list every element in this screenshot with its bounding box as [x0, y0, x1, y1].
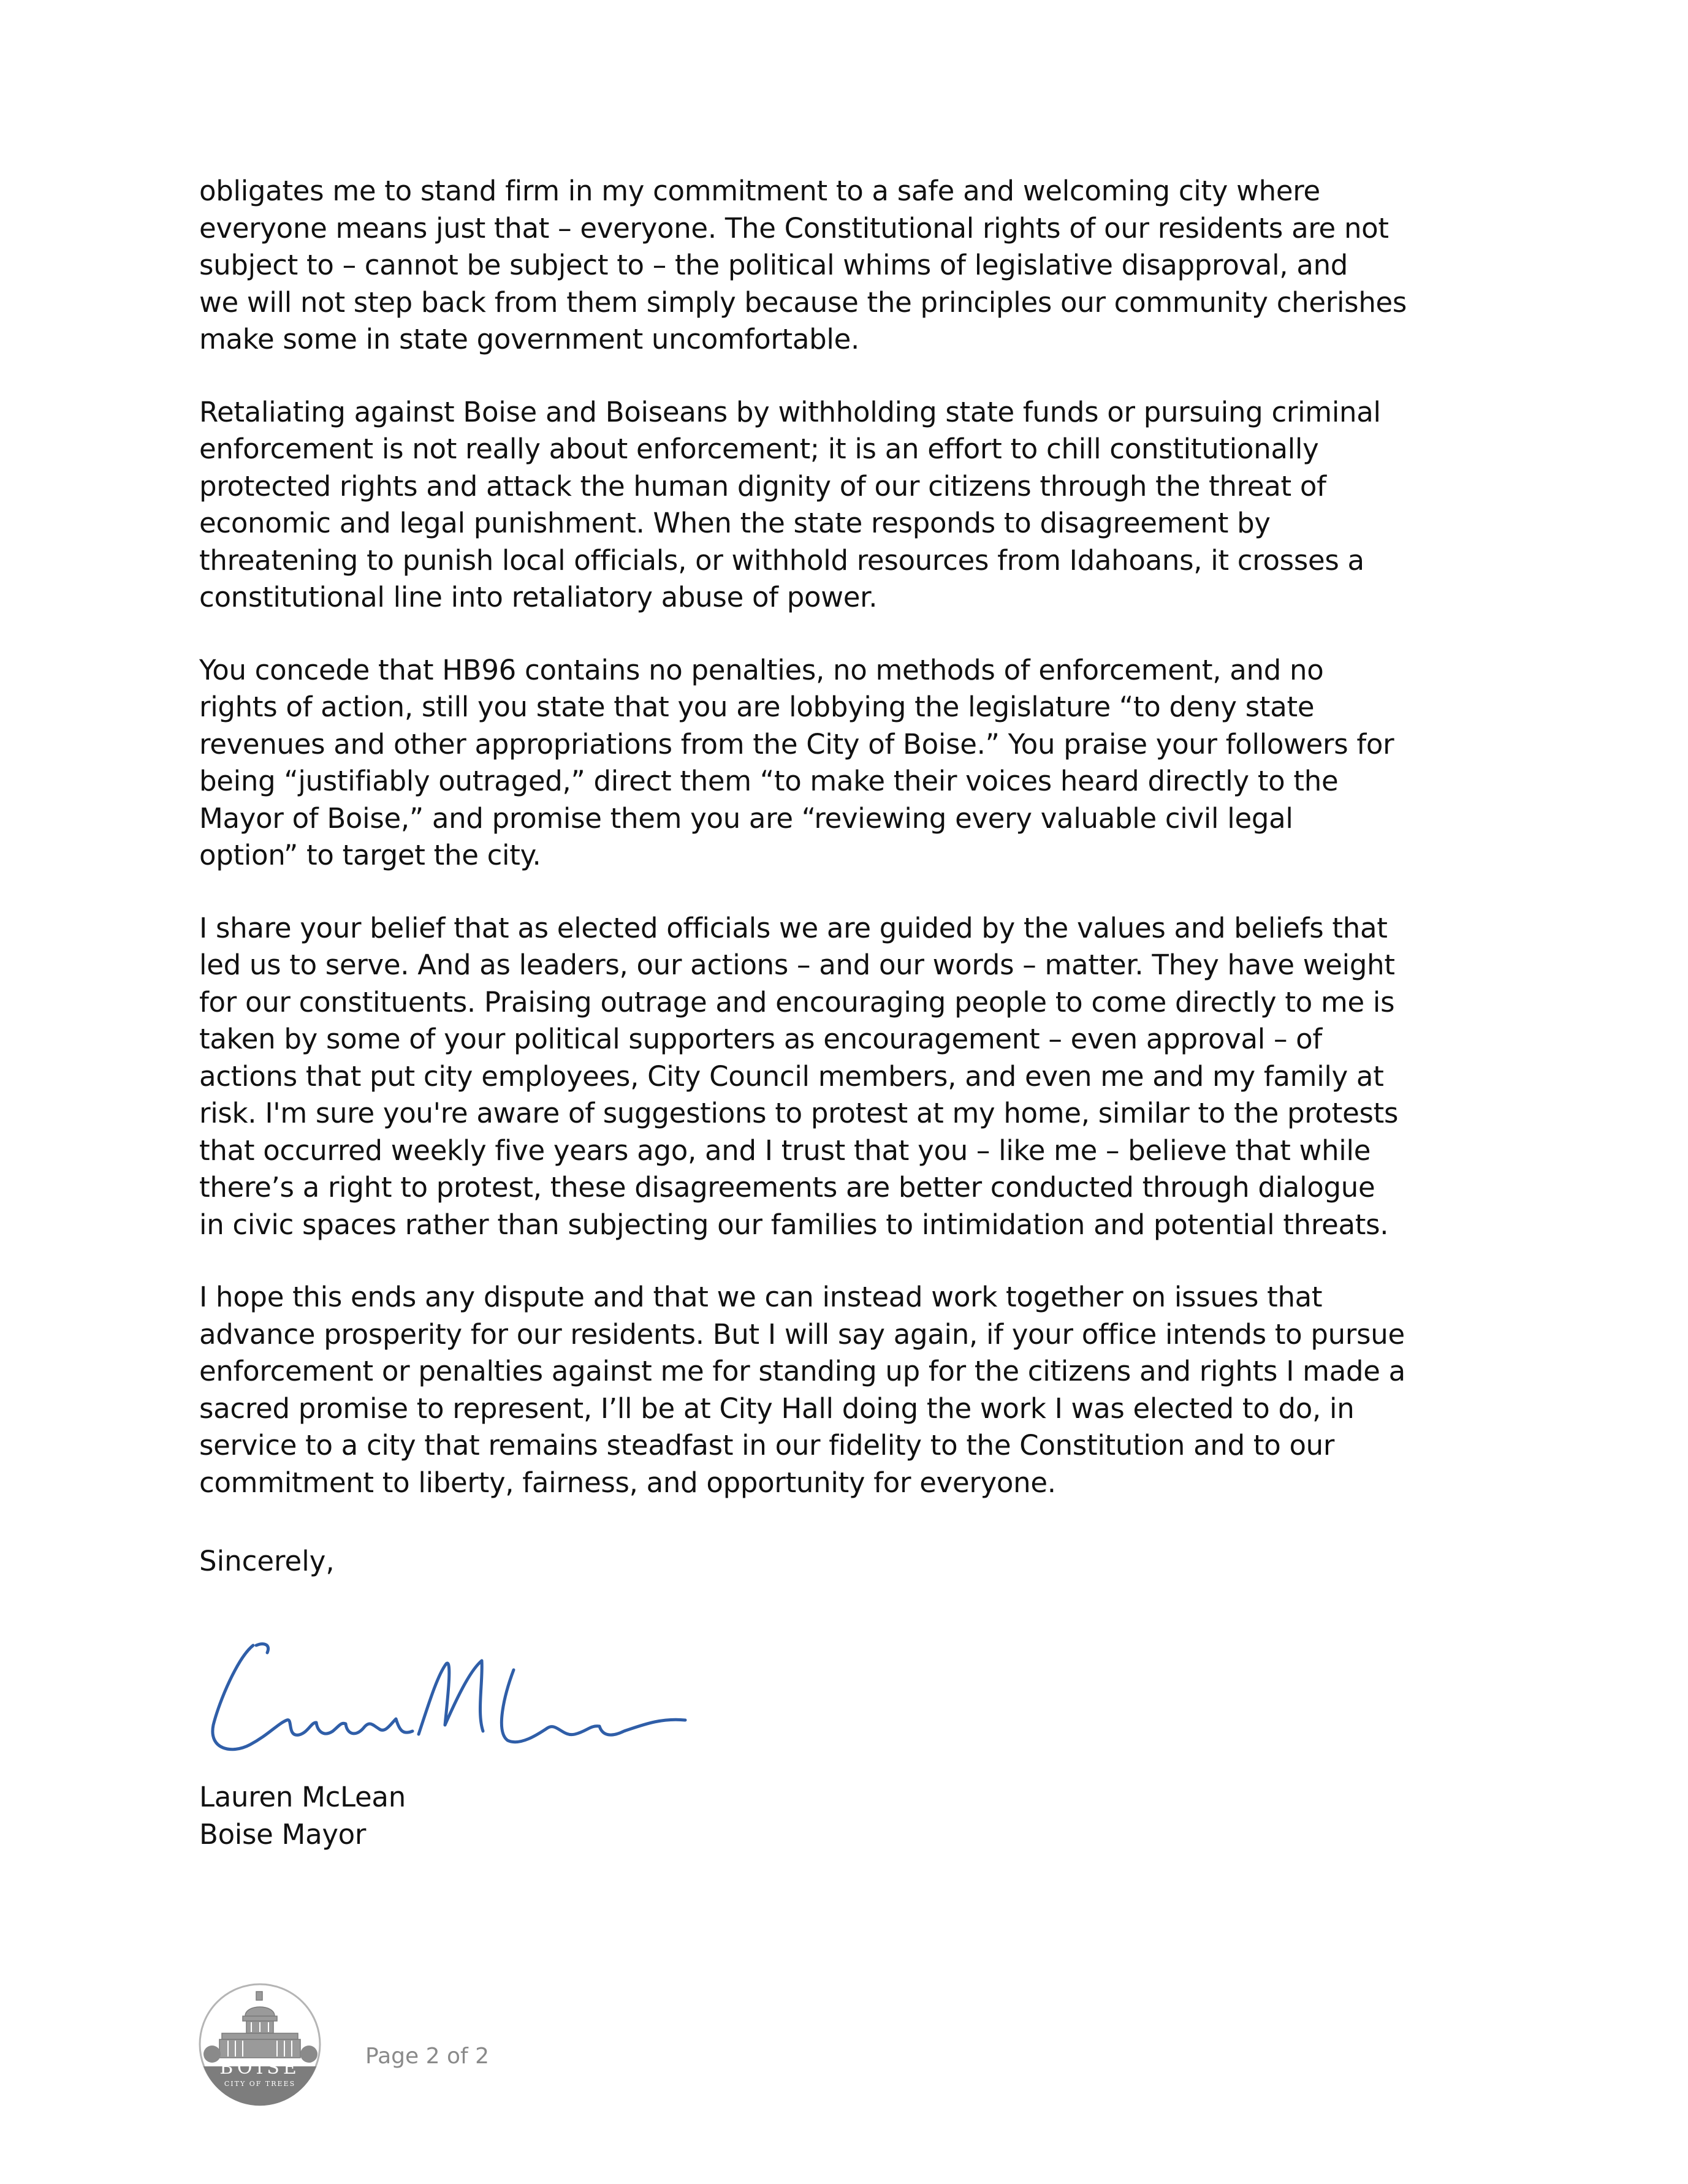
text-line: that occurred weekly five years ago, and I trust that you – like me – believe that while [199, 1134, 1371, 1167]
text-line: everyone means just that – everyone. The Constitutional rights of our residents are not [199, 211, 1389, 245]
text-line: service to a city that remains steadfast in our fidelity to the Constitution and to our [199, 1429, 1335, 1462]
signer-name: Lauren McLean [199, 1781, 406, 1813]
paragraph-1 [199, 173, 1523, 358]
text-line: subject to – cannot be subject to – the political whims of legislative disapproval, and [199, 249, 1348, 281]
text-line: revenues and other appropriations from the City of Boise.” You praise your followers for [199, 727, 1394, 760]
paragraph-2 [199, 394, 1523, 616]
text-line: actions that put city employees, City Council members, and even me and my family at [199, 1060, 1384, 1093]
text-line: led us to serve. And as leaders, our actions – and our words – matter. They have weight [199, 949, 1395, 981]
paragraph-4 [199, 910, 1523, 1244]
logo-tagline: CITY OF TREES [224, 2080, 296, 2088]
page-number: Page 2 of 2 [365, 2044, 489, 2069]
text-line: I hope this ends any dispute and that we can instead work together on issues that [199, 1281, 1323, 1313]
text-line: make some in state government uncomfortable. [199, 323, 860, 355]
letter-closing: Sincerely, [199, 1545, 335, 1577]
text-line: taken by some of your political supporters as encouragement – even approval – of [199, 1023, 1322, 1055]
text-line: commitment to liberty, fairness, and opportunity for everyone. [199, 1466, 1056, 1499]
text-line: enforcement or penalties against me for standing up for the citizens and rights I made a [199, 1355, 1405, 1387]
text-line: economic and legal punishment. When the state responds to disagreement by [199, 507, 1271, 539]
text-line: enforcement is not really about enforcement; it is an effort to chill constitutionally [199, 433, 1319, 465]
text-line: protected rights and attack the human dignity of our citizens through the threat of [199, 469, 1326, 502]
text-line: advance prosperity for our residents. But I will say again, if your office intends to pursue [199, 1318, 1405, 1351]
text-line: there’s a right to protest, these disagreements are better conducted through dialogue [199, 1171, 1375, 1204]
text-line: Mayor of Boise,” and promise them you are “reviewing every valuable civil legal [199, 802, 1293, 835]
text-line: Retaliating against Boise and Boiseans by withholding state funds or pursuing criminal [199, 395, 1381, 428]
text-line: for our constituents. Praising outrage and encouraging people to come directly to me is [199, 985, 1395, 1018]
text-line: constitutional line into retaliatory abuse of power. [199, 581, 878, 613]
signature-strokes [213, 1644, 685, 1750]
text-line: obligates me to stand firm in my commitment to a safe and welcoming city where [199, 175, 1320, 207]
text-line: rights of action, still you state that you are lobbying the legislature “to deny state [199, 691, 1315, 723]
letter-body [199, 173, 1523, 1537]
text-line: I share your belief that as elected officials we are guided by the values and beliefs that [199, 911, 1388, 944]
text-line: we will not step back from them simply because the principles our community cherishes [199, 286, 1407, 319]
text-line: in civic spaces rather than subjecting our families to intimidation and potential threats. [199, 1208, 1389, 1241]
text-line: sacred promise to represent, I’ll be at City Hall doing the work I was elected to do, in [199, 1392, 1355, 1425]
text-line: You concede that HB96 contains no penalties, no methods of enforcement, and no [199, 653, 1324, 686]
paragraph-5 [199, 1279, 1523, 1501]
handwritten-signature [195, 1609, 698, 1774]
text-line: threatening to punish local officials, or withhold resources from Idahoans, it crosses a [199, 544, 1364, 577]
signer-title: Boise Mayor [199, 1818, 367, 1851]
logo-wordmark: BOISE [219, 2057, 300, 2079]
text-line: risk. I'm sure you're aware of suggestions to protest at my home, similar to the protests [199, 1097, 1399, 1129]
signature-block [199, 1778, 406, 1853]
text-line: option” to target the city. [199, 839, 541, 871]
paragraph-3 [199, 652, 1523, 874]
boise-city-logo [197, 1981, 323, 2109]
text-line: being “justifiably outraged,” direct them “to make their voices heard directly to the [199, 765, 1339, 797]
